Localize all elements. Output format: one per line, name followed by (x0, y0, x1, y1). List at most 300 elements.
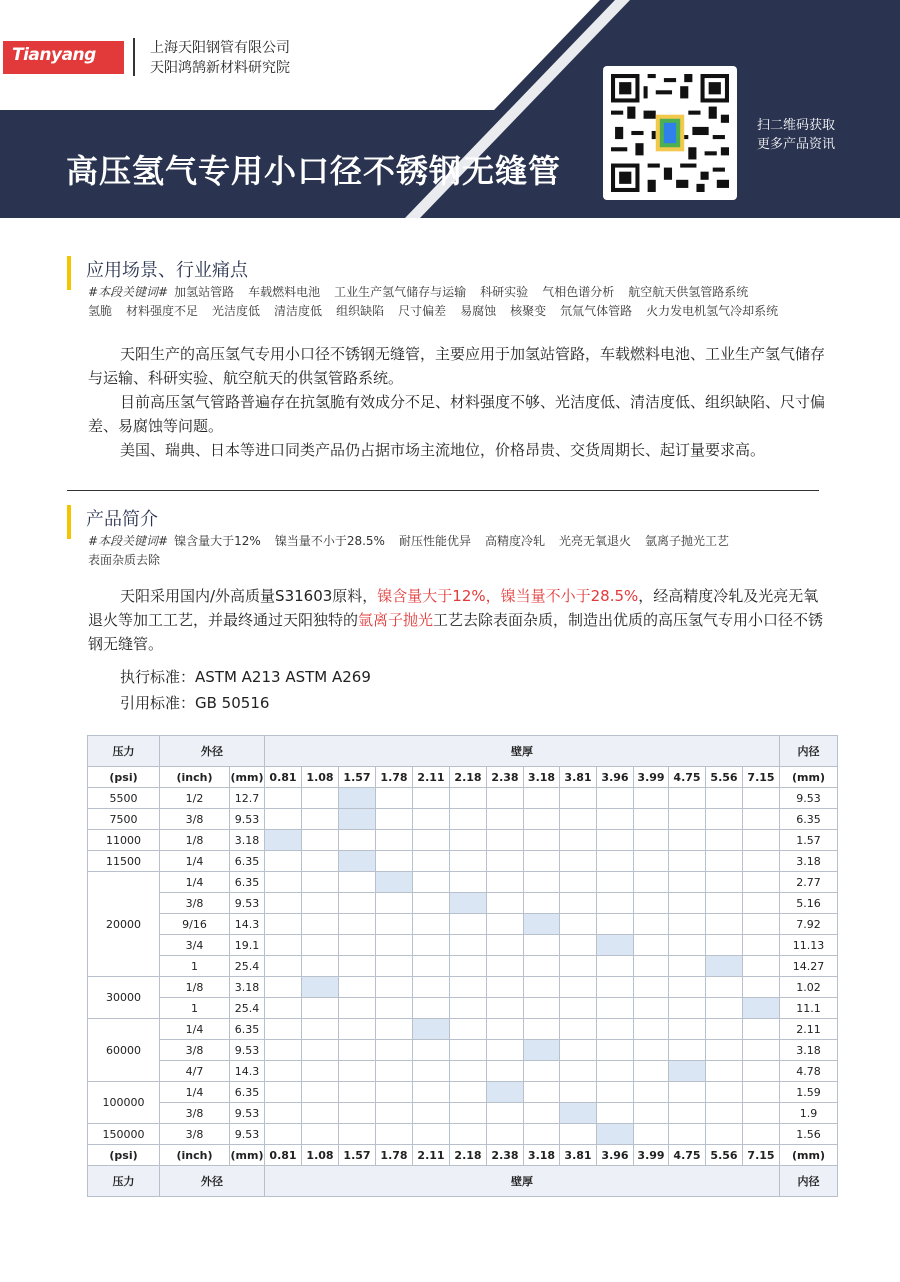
wall-cell (634, 893, 669, 914)
wall-cell (413, 998, 450, 1019)
wall-cell (669, 956, 706, 977)
unit-inch: (inch) (160, 767, 230, 788)
keyword: 镍含量大于12% (174, 534, 261, 548)
wall-cell (706, 1040, 743, 1061)
keyword: 核聚变 (510, 304, 547, 318)
unit-psi: (psi) (88, 767, 160, 788)
table-row (88, 1040, 838, 1061)
wall-cell (339, 977, 376, 998)
od-mm-cell: 6.35 (230, 851, 265, 872)
wall-cell (265, 1040, 302, 1061)
wall-thickness-header: 2.18 (450, 767, 487, 788)
keyword: 氩离子抛光工艺 (644, 534, 729, 548)
wall-cell (339, 935, 376, 956)
header-wall: 壁厚 (265, 1166, 780, 1197)
wall-cell (669, 1019, 706, 1040)
wall-cell (524, 1103, 560, 1124)
od-mm-cell: 3.18 (230, 977, 265, 998)
wall-cell (413, 935, 450, 956)
wall-cell (669, 851, 706, 872)
wall-cell (560, 998, 597, 1019)
wall-cell (634, 1019, 669, 1040)
wall-thickness-header: 1.08 (302, 767, 339, 788)
wall-cell (487, 998, 524, 1019)
id-cell: 11.1 (780, 998, 838, 1019)
header-od: 外径 (160, 1166, 265, 1197)
wall-marker-cell (487, 1082, 524, 1103)
keyword-label: #本段关键词# (88, 285, 169, 299)
table-row (88, 1103, 838, 1124)
page-header (0, 0, 900, 218)
od-inch-cell: 3/8 (160, 1103, 230, 1124)
unit-mm: (mm) (780, 767, 838, 788)
wall-marker-cell (376, 872, 413, 893)
table-row (88, 809, 838, 830)
keyword: 镍当量不小于28.5% (274, 534, 385, 548)
wall-cell (339, 1103, 376, 1124)
wall-cell (634, 935, 669, 956)
wall-cell (339, 1040, 376, 1061)
wall-thickness-header: 4.75 (669, 767, 706, 788)
wall-cell (265, 893, 302, 914)
wall-cell (450, 998, 487, 1019)
wall-cell (339, 1082, 376, 1103)
od-mm-cell: 14.3 (230, 1061, 265, 1082)
keyword-row (88, 302, 792, 320)
id-cell: 7.92 (780, 914, 838, 935)
wall-cell (450, 851, 487, 872)
wall-cell (265, 809, 302, 830)
keyword: 航空航天供氢管路系统 (628, 285, 749, 299)
wall-cell (413, 1040, 450, 1061)
header-id: 内径 (780, 1166, 838, 1197)
od-mm-cell: 25.4 (230, 956, 265, 977)
wall-marker-cell (450, 893, 487, 914)
wall-cell (450, 1082, 487, 1103)
company-names (150, 38, 290, 78)
id-cell: 1.56 (780, 1124, 838, 1145)
wall-cell (634, 1082, 669, 1103)
wall-cell (560, 893, 597, 914)
wall-cell (743, 1019, 780, 1040)
id-cell: 2.77 (780, 872, 838, 893)
od-mm-cell: 12.7 (230, 788, 265, 809)
wall-cell (743, 893, 780, 914)
wall-cell (597, 998, 634, 1019)
wall-cell (597, 851, 634, 872)
section-title-application: 应用场景、行业痛点 (86, 260, 248, 281)
wall-cell (524, 809, 560, 830)
qr-caption (757, 116, 835, 154)
paragraph: 天阳生产的高压氢气专用小口径不锈钢无缝管，主要应用于加氢站管路，车载燃料电池、工业生产氢气储存与运输、科研实验、航空航天的供氢管路系统。 (88, 345, 826, 387)
table-unit-row (88, 1145, 838, 1166)
wall-cell (302, 830, 339, 851)
keyword: 氢脆 (88, 304, 113, 318)
od-inch-cell: 9/16 (160, 914, 230, 935)
wall-marker-cell (265, 830, 302, 851)
wall-cell (524, 872, 560, 893)
wall-cell (339, 998, 376, 1019)
od-inch-cell: 4/7 (160, 1061, 230, 1082)
wall-cell (706, 1082, 743, 1103)
table-unit-row (88, 767, 838, 788)
keyword: 光洁度低 (212, 304, 261, 318)
wall-marker-cell (597, 935, 634, 956)
wall-thickness-header: 2.11 (413, 767, 450, 788)
wall-cell (743, 809, 780, 830)
wall-cell (339, 872, 376, 893)
wall-cell (265, 977, 302, 998)
wall-cell (413, 977, 450, 998)
pressure-cell: 150000 (88, 1124, 160, 1145)
keyword: 车载燃料电池 (248, 285, 321, 299)
header-pressure: 压力 (88, 1166, 160, 1197)
pressure-cell: 60000 (88, 1019, 160, 1082)
wall-cell (560, 872, 597, 893)
wall-thickness-header: 1.57 (339, 1145, 376, 1166)
wall-cell (413, 1061, 450, 1082)
wall-cell (376, 956, 413, 977)
wall-cell (634, 788, 669, 809)
reference-standard: 引用标准：GB 50516 (120, 694, 270, 712)
wall-thickness-header: 0.81 (265, 767, 302, 788)
wall-marker-cell (339, 851, 376, 872)
wall-cell (376, 1103, 413, 1124)
wall-thickness-header: 1.78 (376, 767, 413, 788)
wall-cell (487, 788, 524, 809)
wall-cell (450, 1124, 487, 1145)
wall-cell (450, 914, 487, 935)
wall-marker-cell (597, 1124, 634, 1145)
od-mm-cell: 14.3 (230, 914, 265, 935)
wall-thickness-header: 3.18 (524, 1145, 560, 1166)
wall-cell (524, 956, 560, 977)
wall-cell (743, 956, 780, 977)
wall-cell (560, 809, 597, 830)
pressure-cell: 20000 (88, 872, 160, 977)
wall-cell (487, 914, 524, 935)
table-row (88, 851, 838, 872)
qr-caption-line2: 更多产品资讯 (757, 137, 836, 152)
pressure-cell: 100000 (88, 1082, 160, 1124)
wall-cell (302, 1040, 339, 1061)
wall-cell (487, 956, 524, 977)
wall-cell (376, 1082, 413, 1103)
id-cell: 1.57 (780, 830, 838, 851)
wall-cell (487, 1061, 524, 1082)
unit-mm: (mm) (230, 767, 265, 788)
pressure-cell: 11000 (88, 830, 160, 851)
wall-cell (450, 830, 487, 851)
wall-cell (743, 788, 780, 809)
wall-cell (669, 872, 706, 893)
wall-cell (265, 1124, 302, 1145)
wall-marker-cell (743, 998, 780, 1019)
wall-cell (524, 1061, 560, 1082)
wall-thickness-header: 5.56 (706, 767, 743, 788)
wall-thickness-header: 3.96 (597, 767, 634, 788)
section-title-product: 产品简介 (86, 509, 158, 530)
wall-cell (265, 1061, 302, 1082)
wall-cell (743, 1061, 780, 1082)
wall-cell (560, 1082, 597, 1103)
wall-thickness-header: 3.99 (634, 1145, 669, 1166)
wall-cell (450, 1061, 487, 1082)
wall-thickness-header: 7.15 (743, 767, 780, 788)
wall-cell (265, 1103, 302, 1124)
wall-cell (376, 935, 413, 956)
wall-cell (413, 809, 450, 830)
wall-cell (634, 977, 669, 998)
wall-cell (265, 788, 302, 809)
wall-cell (413, 872, 450, 893)
wall-thickness-header: 1.57 (339, 767, 376, 788)
wall-cell (743, 872, 780, 893)
wall-cell (265, 935, 302, 956)
wall-cell (597, 914, 634, 935)
wall-cell (339, 1019, 376, 1040)
wall-cell (743, 830, 780, 851)
wall-cell (560, 914, 597, 935)
qr-code-icon (611, 74, 729, 192)
wall-cell (487, 872, 524, 893)
table-row (88, 977, 838, 998)
pressure-cell: 11500 (88, 851, 160, 872)
wall-cell (413, 1124, 450, 1145)
wall-cell (706, 1061, 743, 1082)
wall-cell (524, 998, 560, 1019)
wall-cell (487, 977, 524, 998)
wall-cell (376, 851, 413, 872)
wall-cell (706, 935, 743, 956)
wall-cell (487, 1040, 524, 1061)
wall-cell (597, 977, 634, 998)
wall-cell (302, 1019, 339, 1040)
qr-code[interactable] (603, 66, 737, 200)
wall-cell (560, 1040, 597, 1061)
company-name-line1: 上海天阳钢管有限公司 (150, 40, 290, 56)
wall-cell (302, 893, 339, 914)
section-accent-bar (67, 256, 71, 290)
unit-inch: (inch) (160, 1145, 230, 1166)
logo-divider (133, 38, 135, 76)
paragraph: 目前高压氢气管路普遍存在抗氢脆有效成分不足、材料强度不够、光洁度低、清洁度低、组织缺陷、尺寸偏差、易腐蚀等问题。 (88, 393, 826, 435)
wall-cell (524, 830, 560, 851)
table-row (88, 1082, 838, 1103)
wall-cell (339, 956, 376, 977)
wall-cell (706, 1019, 743, 1040)
table-header-row (88, 1166, 838, 1197)
wall-cell (634, 998, 669, 1019)
wall-cell (302, 788, 339, 809)
wall-cell (669, 1040, 706, 1061)
company-name-line2: 天阳鸿鹄新材料研究院 (150, 60, 290, 76)
wall-cell (560, 1061, 597, 1082)
keyword: 高精度冷轧 (484, 534, 545, 548)
wall-cell (302, 851, 339, 872)
wall-cell (302, 809, 339, 830)
table-row (88, 872, 838, 893)
keyword: 工业生产氢气储存与运输 (334, 285, 467, 299)
wall-cell (339, 1124, 376, 1145)
table-row (88, 1124, 838, 1145)
wall-cell (634, 851, 669, 872)
wall-cell (450, 1040, 487, 1061)
unit-mm: (mm) (230, 1145, 265, 1166)
wall-cell (487, 809, 524, 830)
wall-cell (376, 788, 413, 809)
wall-cell (634, 1124, 669, 1145)
wall-cell (669, 1103, 706, 1124)
wall-cell (524, 893, 560, 914)
wall-cell (302, 1124, 339, 1145)
table-row (88, 830, 838, 851)
od-mm-cell: 9.53 (230, 1040, 265, 1061)
wall-cell (302, 914, 339, 935)
id-cell: 4.78 (780, 1061, 838, 1082)
od-inch-cell: 3/4 (160, 935, 230, 956)
wall-cell (413, 851, 450, 872)
wall-cell (634, 830, 669, 851)
wall-cell (339, 914, 376, 935)
wall-cell (487, 935, 524, 956)
wall-cell (524, 1082, 560, 1103)
id-cell: 5.16 (780, 893, 838, 914)
wall-cell (597, 1019, 634, 1040)
wall-cell (669, 893, 706, 914)
wall-cell (634, 914, 669, 935)
wall-cell (597, 872, 634, 893)
od-inch-cell: 1/4 (160, 851, 230, 872)
highlight-nickel: 镍含量大于12%，镍当量不小于28.5% (377, 587, 639, 605)
wall-cell (634, 1040, 669, 1061)
wall-thickness-header: 1.08 (302, 1145, 339, 1166)
wall-marker-cell (706, 956, 743, 977)
wall-cell (560, 935, 597, 956)
wall-cell (597, 788, 634, 809)
table-header-row (88, 736, 838, 767)
wall-thickness-header: 5.56 (706, 1145, 743, 1166)
wall-cell (634, 872, 669, 893)
execution-standard: 执行标准：ASTM A213 ASTM A269 (120, 668, 371, 686)
wall-cell (597, 1103, 634, 1124)
id-cell: 3.18 (780, 1040, 838, 1061)
wall-cell (669, 830, 706, 851)
od-inch-cell: 1/8 (160, 977, 230, 998)
wall-cell (597, 1040, 634, 1061)
wall-cell (302, 1061, 339, 1082)
keyword: 火力发电机氢气冷却系统 (646, 304, 779, 318)
logo: Tianyang (12, 45, 96, 65)
wall-cell (669, 788, 706, 809)
wall-marker-cell (669, 1061, 706, 1082)
wall-cell (450, 956, 487, 977)
keyword: 表面杂质去除 (88, 553, 161, 567)
od-inch-cell: 1/2 (160, 788, 230, 809)
wall-cell (743, 1082, 780, 1103)
wall-thickness-header: 3.99 (634, 767, 669, 788)
wall-cell (450, 1103, 487, 1124)
wall-cell (339, 1061, 376, 1082)
wall-thickness-header: 2.18 (450, 1145, 487, 1166)
paragraph: 美国、瑞典、日本等进口同类产品仍占据市场主流地位，价格昂贵、交货周期长、起订量要求高。 (120, 441, 766, 459)
wall-cell (265, 851, 302, 872)
wall-cell (413, 830, 450, 851)
wall-thickness-header: 7.15 (743, 1145, 780, 1166)
wall-thickness-header: 2.11 (413, 1145, 450, 1166)
text-span: 天阳采用国内/外高质量S31603原料， (120, 587, 378, 605)
od-inch-cell: 3/8 (160, 1040, 230, 1061)
wall-cell (487, 851, 524, 872)
wall-cell (450, 788, 487, 809)
table-row (88, 935, 838, 956)
id-cell: 1.9 (780, 1103, 838, 1124)
wall-cell (560, 1019, 597, 1040)
wall-cell (560, 788, 597, 809)
wall-cell (487, 1103, 524, 1124)
table-row (88, 998, 838, 1019)
keyword: 科研实验 (480, 285, 529, 299)
page-title: 高压氢气专用小口径不锈钢无缝管 (66, 152, 562, 190)
wall-cell (265, 1082, 302, 1103)
wall-marker-cell (413, 1019, 450, 1040)
id-cell: 14.27 (780, 956, 838, 977)
section-accent-bar (67, 505, 71, 539)
wall-cell (524, 935, 560, 956)
wall-thickness-header: 3.81 (560, 767, 597, 788)
wall-cell (487, 1124, 524, 1145)
od-inch-cell: 3/8 (160, 1124, 230, 1145)
wall-cell (706, 998, 743, 1019)
wall-cell (560, 830, 597, 851)
wall-cell (524, 977, 560, 998)
wall-cell (265, 1019, 302, 1040)
wall-cell (597, 956, 634, 977)
od-mm-cell: 9.53 (230, 1103, 265, 1124)
wall-cell (413, 1103, 450, 1124)
keyword: 清洁度低 (274, 304, 323, 318)
header-id: 内径 (780, 736, 838, 767)
od-inch-cell: 3/8 (160, 893, 230, 914)
wall-marker-cell (524, 1040, 560, 1061)
wall-cell (413, 788, 450, 809)
od-inch-cell: 1/4 (160, 872, 230, 893)
wall-cell (706, 1124, 743, 1145)
od-inch-cell: 1/4 (160, 1019, 230, 1040)
wall-cell (376, 809, 413, 830)
wall-cell (706, 893, 743, 914)
wall-cell (706, 788, 743, 809)
pressure-cell: 30000 (88, 977, 160, 1019)
wall-marker-cell (339, 809, 376, 830)
wall-cell (487, 830, 524, 851)
wall-cell (524, 1019, 560, 1040)
od-inch-cell: 1 (160, 998, 230, 1019)
wall-cell (450, 1019, 487, 1040)
od-mm-cell: 9.53 (230, 893, 265, 914)
text-span: 工艺去除表面杂质，制造出优质的高压氢气专用小口径不锈钢无缝管。 (88, 611, 824, 653)
wall-cell (487, 893, 524, 914)
wall-cell (706, 977, 743, 998)
wall-cell (302, 935, 339, 956)
wall-cell (634, 1103, 669, 1124)
wall-thickness-header: 3.96 (597, 1145, 634, 1166)
wall-cell (743, 851, 780, 872)
wall-cell (597, 809, 634, 830)
wall-cell (265, 914, 302, 935)
wall-cell (560, 851, 597, 872)
wall-thickness-header: 2.38 (487, 767, 524, 788)
